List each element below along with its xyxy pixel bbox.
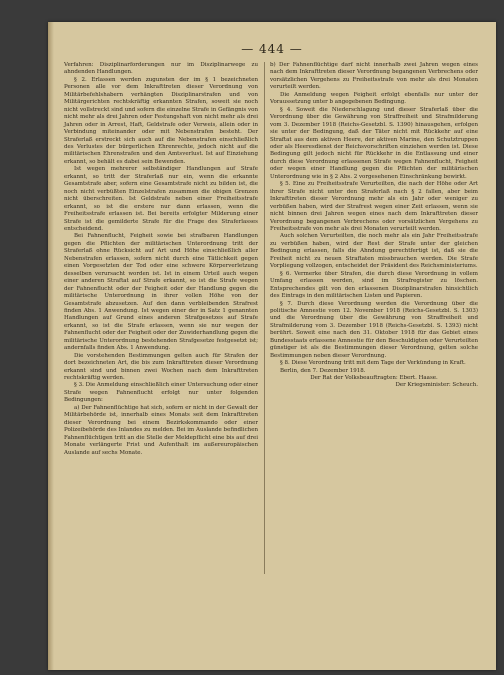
right-paragraph: Die Anmeldung wegen Feigheit erfolgt ebenfalls nur unter der Voraussetzung unter b angegebenen Bedingung. xyxy=(270,91,478,106)
right-paragraph: § 5. Eine zu Freiheitsstrafe Verurteilten, die nach der Höhe oder Art ihrer Strafe nicht unter den Straferlaß nach § 2 fallen, aber beim Inkrafttreten dieser Verordnung mehr als ein Jahr oder weniger zu verbüßen haben, wird der Strafrest wegen einer Zeit erlassen, wenn sie nicht binnen drei Jahren wegen eines nach dem Inkrafttreten dieser Verordnung begangenen Verbrechens oder vorsätzlichen Vergehens zu Freiheitsstrafe von mehr als drei Monaten verurteilt werden. xyxy=(270,181,478,232)
left-paragraph: Die vorstehenden Bestimmungen gelten auch für Strafen der dort bezeichneten Art, die bis zum Inkrafttreten dieser Verordnung erkannt sind und binnen zwei Wochen nach dem Inkrafttreten rechtskräftig werden. xyxy=(64,352,258,382)
left-paragraph: a) Der Fahnenflüchtige hat sich, sofern er nicht in der Gewalt der Militärbehörde ist, innerhalb eines Monats seit dem Inkrafttreten dieser Verordnung bei einem Bezirkskommando oder einer Polizeibehörde des Inlandes zu melden. Bei im Auslande befindlichen Fahnenflüchtigen tritt an die Stelle der Meldepflicht eine bis auf drei Monate verlängerte Frist und Aufenthalt im außereuropäischen Auslande auf sechs Monate. xyxy=(64,404,258,456)
document-page xyxy=(48,22,496,670)
right-paragraph: Berlin, den 7. Dezember 1918. xyxy=(280,367,366,374)
left-paragraph: § 3. Die Anmeldung einschließlich einer Untersuchung oder einer Strafe wegen Fahnenflucht erfolgt nur unter folgenden Bedingungen: xyxy=(64,382,258,404)
left-paragraph: Ist wegen mehrerer selbständiger Handlungen auf Strafe erkannt, so tritt der Straferlaß nur ein, wenn die erkannte Gesamtstrafe aber, sofern eine Gesamtstrafe nicht zu bilden ist, die noch nicht verbüßten Einzelstrafen zusammen die obigen Grenzen nicht überschreiten. Ist Geldstrafe neben einer Freiheitsstrafe erkannt, so ist die erstere nur dann erlassen, wenn die Freiheitsstrafe erlassen ist. Bei bereits erfolgter Milderung einer Strafe ist die gemilderte Strafe für die Frage des Straferlasses entscheidend. xyxy=(64,166,258,232)
column-divider xyxy=(264,62,265,574)
right-paragraph: b) Der Fahnenflüchtige darf nicht innerhalb zwei Jahren wegen eines nach dem Inkrafttreten dieser Verordnung begangenen Verbrechens oder vorsätzlichen Vergehens zu Freiheitsstrafe von mehr als drei Monaten verurteilt werden. xyxy=(270,62,478,91)
left-text-column xyxy=(64,62,258,457)
right-paragraph: Der Rat der Volksbeauftragten: Ebert. Haase. xyxy=(310,375,438,382)
left-paragraph: § 2. Erlassen werden zugunsten der im § 1 bezeichneten Personen alle vor dem Inkrafttreten dieser Verordnung von Militärbefehlshabern verhängten Disziplinarstrafen und von Militärgerichten rechtskräftig erkannten Strafen, soweit sie noch nicht vollstreckt sind und sofern die einzelne Strafe in Gefängnis von nicht mehr als drei Jahren oder Festungshaft von nicht mehr als drei Jahren oder in Arrest, Haft, Geldstrafe oder Verweis, allein oder in Verbindung miteinander oder mit Nebenstrafen besteht. Der Straferlaß erstreckt sich auch auf die Nebenstrafen einschließlich des Verlustes der bürgerlichen Ehrenrechte, jedoch nicht auf die militärischen Ehrenstrafen und den Amtsverlust. Ist auf Einziehung erkannt, so behält es dabei sein Bewenden. xyxy=(64,76,258,165)
left-paragraph: Bei Fahnenflucht, Feigheit sowie bei strafbaren Handlungen gegen die Pflichten der militärischen Unterordnung tritt der Straferlaß ohne Rücksicht auf Art und Höhe einschließlich aller Nebenstrafen erlassen, sofern nicht durch eine Tätlichkeit gegen einen Vorgesetzten der Tod oder eine schwere Körperverletzung desselben verursacht worden ist. Ist in einem Urteil auch wegen einer anderen Straftat auf Strafe erkannt, so ist die Strafe wegen der Fahnenflucht oder der Feigheit oder der Handlung gegen die militärische Unterordnung in ihrer vollen Höhe von der Gesamtstrafe abzusetzen. Auf den dann verbleibenden Strafrest finden Abs. 1 Anwendung. Ist wegen einer der in Satz 1 genannten Handlungen auf Grund eines anderen Strafgesetzes auf Strafe erkannt, so ist die Strafe erlassen, wenn sie nur wegen der Fahnenflucht oder der Feigheit oder der Zuwiderhandlung gegen die militärische Unterordnung bestehenden Strafgesetze festgesetzt ist; andernfalls finden Abs. 1 Anwendung. xyxy=(64,233,258,352)
page-number: — 444 — xyxy=(241,42,303,56)
right-paragraph: Der Kriegsminister: Scheuch. xyxy=(395,382,478,389)
right-paragraph: § 7. Durch diese Verordnung werden die Verordnung über die politische Amnestie vom 12. November 1918 (Reichs-Gesetzbl. S. 1303) und die Verordnung über die Gewährung von Straffreiheit und Strafmilderung vom 3. Dezember 1918 (Reichs-Gesetzbl. S. 1393) nicht berührt. Soweit eine nach den 31. Oktober 1918 für das Gebiet eines Bundesstaats erlassene Amnestie für den Beschuldigten oder Verurteilten günstiger ist als die Bestimmungen dieser Verordnung, gelten solche Bestimmungen neben dieser Verordnung. xyxy=(270,300,478,359)
right-paragraph: § 4. Soweit die Niederschlagung und dieser Straferlaß über die Verordnung über die Gewährung von Straffreiheit und Strafmilderung vom 3. Dezember 1918 (Reichs-Gesetzbl. S. 1390) hinausgehen, erfolgen sie unter der Bedingung, daß der Täter nicht mit Rückkehr auf eine Straftat aus dem aktiven Heere, der aktiven Marine, den Schutztruppen oder als Heeresdienst der Reichsvorschriften einziehen werden ist. Diese Bedingung gilt jedoch nicht für Rückkehr in die Entlassung und einer durch diese Verordnung erlassenen Strafe wegen Fahnenflucht, Feigheit oder wegen einer Handlung gegen die Pflichten der militärischen Unterordnung wie in § 2 Abs. 2 vorgesehenen Einschränkung bewirkt. xyxy=(270,106,478,180)
page-binding-shadow xyxy=(48,22,54,670)
right-paragraph: § 6. Vermerke über Strafen, die durch diese Verordnung in vollem Umfang erlassen werden, sind im Strafregister zu löschen. Entsprechendes gilt von den erlassenen Disziplinarstrafen hinsichtlich des Eintrags in den militärischen Listen und Papieren. xyxy=(270,270,478,300)
right-text-column xyxy=(270,62,478,390)
right-paragraph: Auch solchen Verurteilten, die noch mehr als ein Jahr Freiheitsstrafe zu verbüßen haben, wird der Rest der Strafe unter der gleichen Bedingung erlassen, falls die Ahndung gerechtfertigt ist, daß sie die Freiheit nicht zu neuen Straftaten missbrauchen werden. Die Strafe Vorpliegung vollzogen, entscheidet der Präsident des Reichsministeriums. xyxy=(270,233,478,270)
left-paragraph: Verfahren: Disziplinarforderungen nur im Disziplinarwege zu ahndenden Handlungen. xyxy=(64,62,258,76)
right-paragraph: § 8. Diese Verordnung tritt mit dem Tage der Verkündung in Kraft. xyxy=(280,360,466,367)
